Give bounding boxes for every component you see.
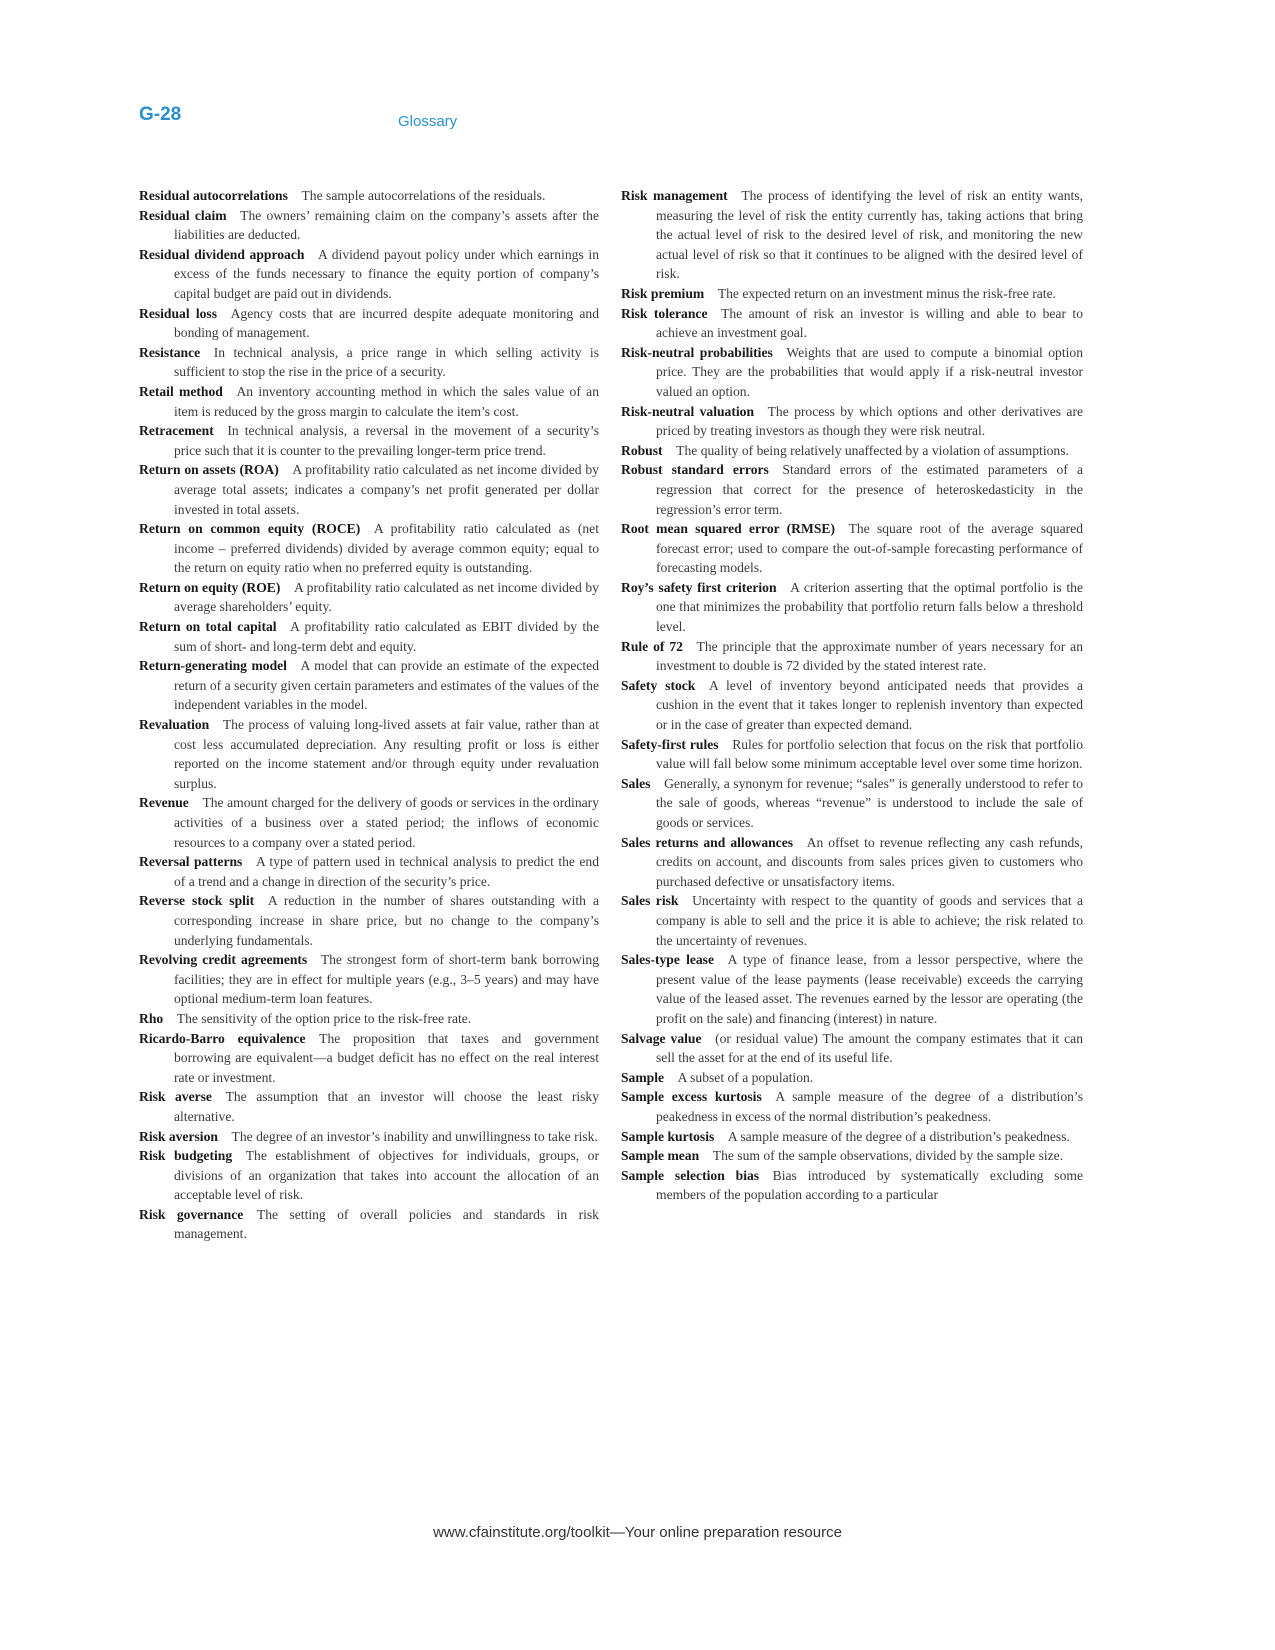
glossary-entry: [139, 1087, 599, 1126]
glossary-entry: [621, 891, 1083, 950]
glossary-definition: The proposition that taxes and government borrowing are equivalent—a budget deficit has no effect on the real interest rate or investment.: [174, 1030, 599, 1085]
glossary-term: Reversal patterns: [139, 854, 243, 870]
glossary-term: Risk governance: [139, 1206, 244, 1222]
glossary-entry: [139, 1029, 599, 1088]
glossary-term: Sample excess kurtosis: [621, 1089, 762, 1105]
glossary-term: Risk averse: [139, 1089, 212, 1105]
glossary-definition: The process of valuing long-lived assets at fair value, rather than at cost less accumulated depreciation. Any resulting profit or loss is either reported on the income statement and/or through equity under revaluation surplus.: [174, 717, 599, 791]
glossary-definition: An inventory accounting method in which the sales value of an item is reduced by the gross margin to calculate the item’s cost.: [174, 383, 599, 419]
glossary-term: Revolving credit agreements: [139, 952, 308, 968]
glossary-entry: [139, 206, 599, 245]
glossary-definition: The amount charged for the delivery of goods or services in the ordinary activities of a business over a stated period; the inflows of economic resources to a company over a stated period.: [174, 795, 599, 850]
glossary-entry: [139, 1205, 599, 1244]
glossary-definition: Uncertainty with respect to the quantity of goods and services that a company is able to sell and the price it is able to achieve; the risk related to the uncertainty of revenues.: [656, 893, 1083, 948]
glossary-term: Rho: [139, 1010, 164, 1026]
glossary-term: Robust standard errors: [621, 462, 769, 478]
glossary-entry: [621, 578, 1083, 637]
glossary-term: Sample kurtosis: [621, 1128, 715, 1144]
glossary-definition: A subset of a population.: [677, 1069, 814, 1085]
glossary-entry: [139, 1146, 599, 1205]
glossary-definition: A profitability ratio calculated as net income divided by average shareholders’ equity.: [174, 579, 599, 615]
glossary-term: Residual loss: [139, 305, 217, 321]
glossary-term: Return-generating model: [139, 658, 287, 674]
glossary-term: Sample selection bias: [621, 1167, 760, 1183]
glossary-term: Roy’s safety first criterion: [621, 579, 777, 595]
glossary-term: Return on assets (ROA): [139, 462, 279, 478]
glossary-term: Salvage value: [621, 1030, 702, 1046]
glossary-definition: A level of inventory beyond anticipated needs that provides a cushion in the event that it takes longer to replenish inventory than expected or in the case of greater than expected demand.: [656, 677, 1083, 733]
glossary-definition: The expected return on an investment minus the risk-free rate.: [717, 285, 1057, 301]
glossary-entry: [621, 304, 1083, 343]
glossary-term: Risk premium: [621, 285, 705, 301]
glossary-definition: The owners’ remaining claim on the company’s assets after the liabilities are deducted.: [174, 207, 599, 243]
glossary-term: Robust: [621, 442, 663, 458]
glossary-entry: [139, 852, 599, 891]
glossary-definition: The assumption that an investor will choose the least risky alternative.: [174, 1089, 600, 1124]
glossary-definition: The sensitivity of the option price to the risk-free rate.: [176, 1010, 472, 1026]
glossary-definition: The strongest form of short-term bank borrowing facilities; they are in effect for multiple years (e.g., 3–5 years) and may have optional medium-term loan features.: [174, 952, 599, 1007]
glossary-term: Ricardo-Barro equivalence: [139, 1030, 306, 1046]
glossary-definition: Standard errors of the estimated parameters of a regression that correct for the presence of heteroskedasticity in the regression’s error term.: [656, 462, 1083, 517]
glossary-definition: The principle that the approximate number of years necessary for an investment to double is 72 divided by the stated interest rate.: [656, 638, 1083, 674]
glossary-entry: [139, 245, 599, 304]
glossary-entry: [621, 833, 1083, 892]
glossary-entry: [621, 460, 1083, 519]
glossary-definition: A type of finance lease, from a lessor perspective, where the present value of the lease payments (lease receivable) exceeds the carrying value of the leased asset. The revenues earned by the lessor are operating (the profit on the sale) and financing (interest) in nature.: [656, 952, 1084, 1026]
glossary-term: Risk management: [621, 188, 728, 203]
glossary-term: Residual claim: [139, 207, 227, 223]
glossary-definition: The degree of an investor’s inability and unwillingness to take risk.: [231, 1128, 598, 1144]
glossary-term: Sales: [621, 775, 651, 791]
glossary-entry: [139, 656, 599, 715]
glossary-definition: Rules for portfolio selection that focus on the risk that portfolio value will fall below some minimum acceptable level over some time horizon.: [656, 736, 1084, 772]
glossary-term: Revaluation: [139, 717, 210, 733]
glossary-term: Return on equity (ROE): [139, 579, 281, 595]
glossary-definition: Agency costs that are incurred despite adequate monitoring and bonding of management.: [174, 305, 599, 341]
glossary-entry: [139, 519, 599, 578]
glossary-entry: [621, 186, 1083, 284]
glossary-entry: [139, 950, 599, 1009]
glossary-term: Residual autocorrelations: [139, 188, 288, 203]
glossary-definition: The process by which options and other derivatives are priced by treating investors as though they were risk neutral.: [656, 403, 1084, 439]
glossary-entry: [621, 1029, 1083, 1068]
glossary-definition: (or residual value) The amount the company estimates that it can sell the asset for at the end of its useful life.: [656, 1030, 1083, 1066]
glossary-definition: Weights that are used to compute a binomial option price. They are the probabilities that would apply if a risk-neutral investor valued an option.: [656, 344, 1084, 399]
glossary-definition: The establishment of objectives for individuals, groups, or divisions of an organization that takes into account the allocation of an acceptable level of risk.: [174, 1148, 599, 1203]
glossary-entry: [621, 676, 1083, 735]
glossary-definition: The sample autocorrelations of the residuals.: [301, 188, 546, 203]
glossary-definition: The process of identifying the level of risk an entity wants, measuring the level of risk the entity currently has, taking actions that bring the actual level of risk to the desired level of risk, and monitoring the new actual level of risk so that it continues to be aligned with the desired level of risk.: [656, 188, 1083, 282]
glossary-entry: [139, 421, 599, 460]
glossary-term: Risk budgeting: [139, 1148, 233, 1164]
glossary-definition: A sample measure of the degree of a distribution’s peakedness in excess of the normal distribution’s peakedness.: [656, 1089, 1083, 1124]
glossary-entry: [621, 402, 1083, 441]
glossary-entry: [139, 578, 599, 617]
glossary-term: Revenue: [139, 795, 189, 811]
glossary-definition: The square root of the average squared forecast error; used to compare the out-of-sample forecasting performance of forecasting models.: [656, 521, 1083, 576]
glossary-definition: The amount of risk an investor is willing and able to bear to achieve an investment goal.: [656, 305, 1084, 341]
glossary-entry: [621, 950, 1083, 1028]
glossary-definition: The setting of overall policies and standards in risk management.: [174, 1206, 599, 1242]
glossary-term: Rule of 72: [621, 638, 683, 654]
running-head: Glossary: [398, 113, 458, 130]
glossary-entry: [139, 617, 599, 656]
glossary-entry: [139, 304, 599, 343]
page-number: G-28: [139, 104, 182, 125]
glossary-term: Risk-neutral probabilities: [621, 344, 773, 360]
glossary-entry: [621, 637, 1083, 676]
glossary-definition: A profitability ratio calculated as net income divided by average total assets; indicates a company’s net profit generated per dollar invested in total assets.: [174, 462, 599, 517]
glossary-term: Return on total capital: [139, 619, 277, 635]
glossary-entry: [621, 1087, 1083, 1126]
glossary-term: Sales risk: [621, 893, 679, 909]
glossary-term: Reverse stock split: [139, 893, 255, 909]
glossary-definition: A sample measure of the degree of a distribution’s peakedness.: [727, 1128, 1070, 1144]
glossary-term: Risk tolerance: [621, 305, 708, 321]
glossary-term: Sales returns and allowances: [621, 834, 794, 850]
glossary-definition: A profitability ratio calculated as EBIT divided by the sum of short- and long-term debt and equity.: [174, 619, 600, 654]
glossary-entry: [621, 284, 1083, 304]
glossary-entry: [139, 715, 599, 793]
glossary-definition: A type of pattern used in technical analysis to predict the end of a trend and a change in direction of the security’s price.: [174, 854, 600, 889]
glossary-entry: [139, 793, 599, 852]
glossary-term: Sample mean: [621, 1148, 700, 1164]
glossary-term: Sample: [621, 1069, 665, 1085]
glossary-entry: [621, 441, 1083, 461]
glossary-entry: [139, 460, 599, 519]
glossary-term: Retracement: [139, 423, 214, 439]
glossary-definition: A reduction in the number of shares outstanding with a corresponding increase in share price, but no change to the company’s underlying fundamentals.: [174, 893, 599, 948]
glossary-entry: [139, 1009, 599, 1029]
glossary-definition: Generally, a synonym for revenue; “sales” is generally understood to refer to the sale of goods, whereas “revenue” is understood to include the sale of goods or services.: [656, 775, 1083, 830]
glossary-entry: [621, 774, 1083, 833]
glossary-definition: The sum of the sample observations, divided by the sample size.: [712, 1148, 1064, 1164]
glossary-entry: [621, 1166, 1083, 1205]
glossary-entry: [139, 382, 599, 421]
glossary-term: Retail method: [139, 383, 223, 399]
glossary-term: Safety stock: [621, 677, 696, 693]
glossary-definition: A dividend payout policy under which earnings in excess of the funds necessary to finance the equity portion of company’s capital budget are paid out in dividends.: [174, 246, 599, 301]
glossary-entry: [621, 343, 1083, 402]
glossary-entry: [139, 186, 599, 206]
glossary-term: Safety-first rules: [621, 736, 719, 752]
glossary-entry: [621, 735, 1083, 774]
glossary-column-right: [621, 186, 1083, 1205]
glossary-entry: [139, 343, 599, 382]
glossary-term: Residual dividend approach: [139, 246, 305, 262]
glossary-term: Return on common equity (ROCE): [139, 521, 361, 537]
glossary-entry: [139, 891, 599, 950]
glossary-definition: The quality of being relatively unaffected by a violation of assumptions.: [676, 442, 1069, 458]
glossary-definition: An offset to revenue reflecting any cash refunds, credits on account, and discounts from sales prices given to customers who purchased defective or unsatisfactory items.: [656, 834, 1083, 889]
glossary-definition: In technical analysis, a price range in which selling activity is sufficient to stop the rise in the price of a security.: [174, 344, 599, 380]
footer-url: www.cfainstitute.org/toolkit—Your online preparation resource: [433, 1524, 842, 1541]
glossary-entry: [621, 1146, 1083, 1166]
glossary-term: Resistance: [139, 344, 201, 360]
glossary-column-left: [139, 186, 599, 1244]
glossary-definition: In technical analysis, a reversal in the movement of a security’s price such that it is counter to the prevailing longer-term price trend.: [174, 423, 599, 458]
glossary-entry: [139, 1127, 599, 1147]
glossary-entry: [621, 1127, 1083, 1147]
glossary-definition: A model that can provide an estimate of the expected return of a security given certain parameters and estimates of the values of the independent variables in the model.: [174, 658, 599, 713]
glossary-term: Risk-neutral valuation: [621, 403, 755, 419]
glossary-term: Sales-type lease: [621, 952, 715, 968]
glossary-definition: A profitability ratio calculated as (net income – preferred dividends) divided by average common equity; equal to the return on equity ratio when no preferred equity is outstanding.: [174, 521, 599, 576]
glossary-entry: [621, 1068, 1083, 1088]
glossary-definition: A criterion asserting that the optimal portfolio is the one that minimizes the probability that portfolio return falls below a threshold level.: [656, 579, 1083, 635]
glossary-term: Risk aversion: [139, 1128, 218, 1144]
glossary-definition: Bias introduced by systematically excluding some members of the population according to a particular: [656, 1167, 1083, 1203]
glossary-term: Root mean squared error (RMSE): [621, 521, 835, 537]
glossary-entry: [621, 519, 1083, 578]
